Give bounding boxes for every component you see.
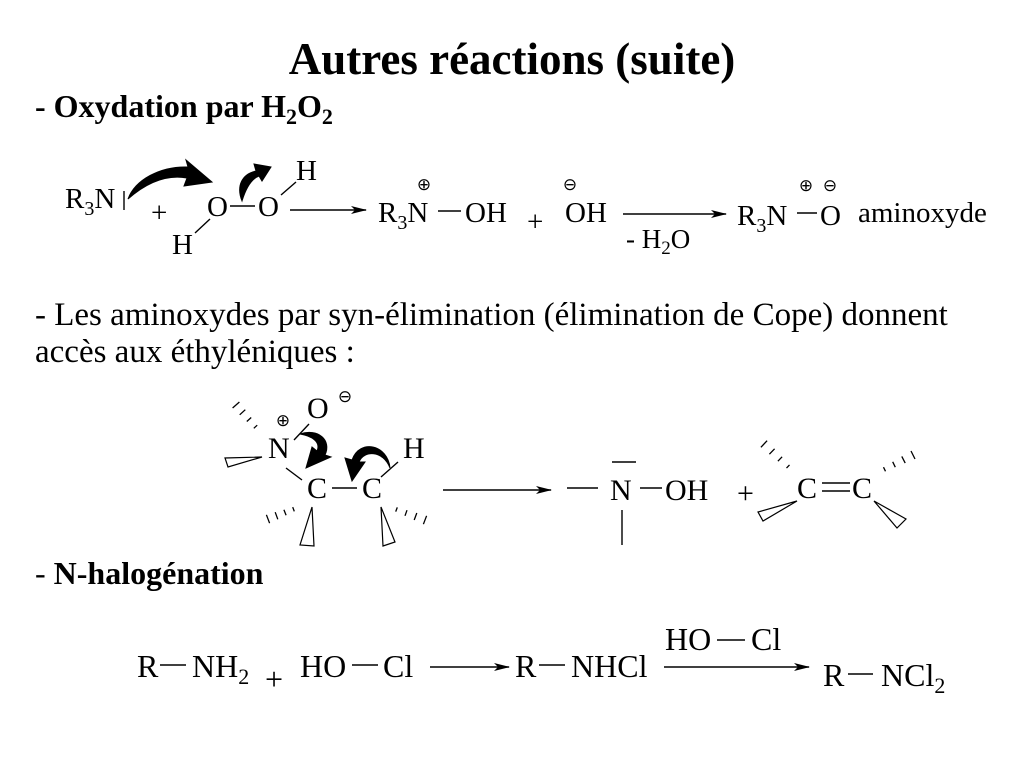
cope-description-line2: accès aux éthyléniques : bbox=[35, 334, 355, 370]
oxygen-symbol: O bbox=[307, 392, 329, 425]
chloramine-group: NHCl bbox=[571, 648, 648, 684]
o-h-bond bbox=[281, 182, 296, 195]
r-group: R bbox=[65, 183, 85, 215]
subscript: 3 bbox=[397, 212, 408, 234]
hydroxide-formula: OH bbox=[565, 197, 607, 229]
r-group: R bbox=[823, 657, 845, 693]
peroxide-oxygen-left: O bbox=[207, 191, 228, 223]
plus-sign: + bbox=[737, 477, 754, 510]
nitrogen-symbol: N bbox=[766, 200, 788, 232]
amine-formula bbox=[65, 183, 115, 220]
hydroxyl-group: OH bbox=[465, 197, 507, 229]
hydrogen-symbol: H bbox=[403, 432, 425, 465]
hashed-bond bbox=[396, 507, 427, 524]
condition-text: - H bbox=[626, 224, 662, 254]
positive-charge: ⊕ bbox=[416, 175, 432, 195]
positive-charge: ⊕ bbox=[275, 411, 291, 431]
subscript: 3 bbox=[84, 198, 95, 220]
dichloramine-group bbox=[881, 657, 945, 698]
hydroxyl-group: HO bbox=[665, 621, 712, 657]
hydroxyl-group: OH bbox=[665, 474, 709, 507]
amine-oxide-formula bbox=[737, 200, 787, 237]
plus-sign: + bbox=[527, 206, 544, 238]
wedge-bond bbox=[381, 507, 395, 546]
r-group: R bbox=[137, 648, 159, 684]
r-group: R bbox=[378, 197, 398, 229]
subscript: 2 bbox=[661, 238, 671, 259]
plus-sign: + bbox=[265, 661, 284, 697]
n-c-bond bbox=[286, 468, 302, 480]
nitrogen-symbol: N bbox=[94, 183, 116, 215]
oxygen-symbol: O bbox=[297, 88, 322, 124]
carbon-symbol: C bbox=[852, 472, 873, 505]
oxygen-symbol: O bbox=[820, 200, 841, 232]
r-group: R bbox=[515, 648, 537, 684]
hashed-bond bbox=[233, 402, 258, 428]
curved-arrow bbox=[128, 160, 212, 199]
oxidation-heading bbox=[35, 88, 333, 129]
heading-bold-text: N-halogénation bbox=[53, 555, 264, 591]
ammonium-formula bbox=[378, 197, 428, 234]
oxidation-heading-text: - Oxydation par H bbox=[35, 88, 286, 124]
hashed-bond bbox=[761, 441, 790, 468]
carbon-symbol: C bbox=[797, 472, 818, 505]
subscript: 2 bbox=[934, 673, 946, 698]
chlorine-symbol: Cl bbox=[751, 621, 782, 657]
wedge-bond bbox=[758, 501, 797, 521]
nitrogen-symbol: N bbox=[610, 474, 632, 507]
nitrogen-symbol: N bbox=[407, 197, 429, 229]
dichloramine-ncl: NCl bbox=[881, 657, 935, 693]
halogenation-scheme bbox=[137, 621, 945, 698]
hashed-bond bbox=[266, 507, 294, 523]
amine-nh: NH bbox=[192, 648, 239, 684]
carbon-symbol: C bbox=[307, 472, 328, 505]
negative-charge: ⊖ bbox=[337, 387, 353, 407]
positive-charge: ⊕ bbox=[798, 176, 814, 196]
slide-title: Autres réactions (suite) bbox=[288, 34, 736, 84]
hashed-bond bbox=[884, 451, 916, 471]
r-group: R bbox=[737, 200, 757, 232]
product-name: aminoxyde bbox=[858, 197, 987, 229]
peroxide-hydrogen-bottom: H bbox=[172, 229, 193, 261]
oxygen-symbol: O bbox=[670, 224, 691, 254]
curved-arrow bbox=[300, 432, 331, 468]
oxidation-scheme bbox=[65, 155, 987, 261]
hydroxyl-group: HO bbox=[300, 648, 347, 684]
chlorine-symbol: Cl bbox=[383, 648, 414, 684]
cope-description-line1: - Les aminoxydes par syn-élimination (élimination de Cope) donnent bbox=[35, 297, 948, 333]
wedge-bond bbox=[225, 457, 262, 467]
peroxide-oxygen-right: O bbox=[258, 191, 279, 223]
subscript: 3 bbox=[756, 215, 767, 237]
subscript: 2 bbox=[238, 664, 250, 689]
subscript: 2 bbox=[286, 104, 297, 129]
wedge-bond bbox=[300, 507, 314, 546]
halogenation-heading bbox=[35, 555, 264, 591]
o-h-bond bbox=[195, 219, 210, 233]
cope-scheme bbox=[225, 387, 915, 546]
negative-charge: ⊖ bbox=[822, 176, 838, 196]
arrow-condition bbox=[626, 224, 690, 259]
negative-charge: ⊖ bbox=[562, 175, 578, 195]
peroxide-hydrogen-top: H bbox=[296, 155, 317, 187]
amine-group bbox=[192, 648, 249, 689]
nitrogen-symbol: N bbox=[268, 432, 290, 465]
subscript: 2 bbox=[321, 104, 333, 129]
plus-sign: + bbox=[151, 197, 168, 229]
heading-dash: - bbox=[35, 555, 54, 591]
carbon-symbol: C bbox=[362, 472, 383, 505]
wedge-bond bbox=[874, 501, 906, 528]
